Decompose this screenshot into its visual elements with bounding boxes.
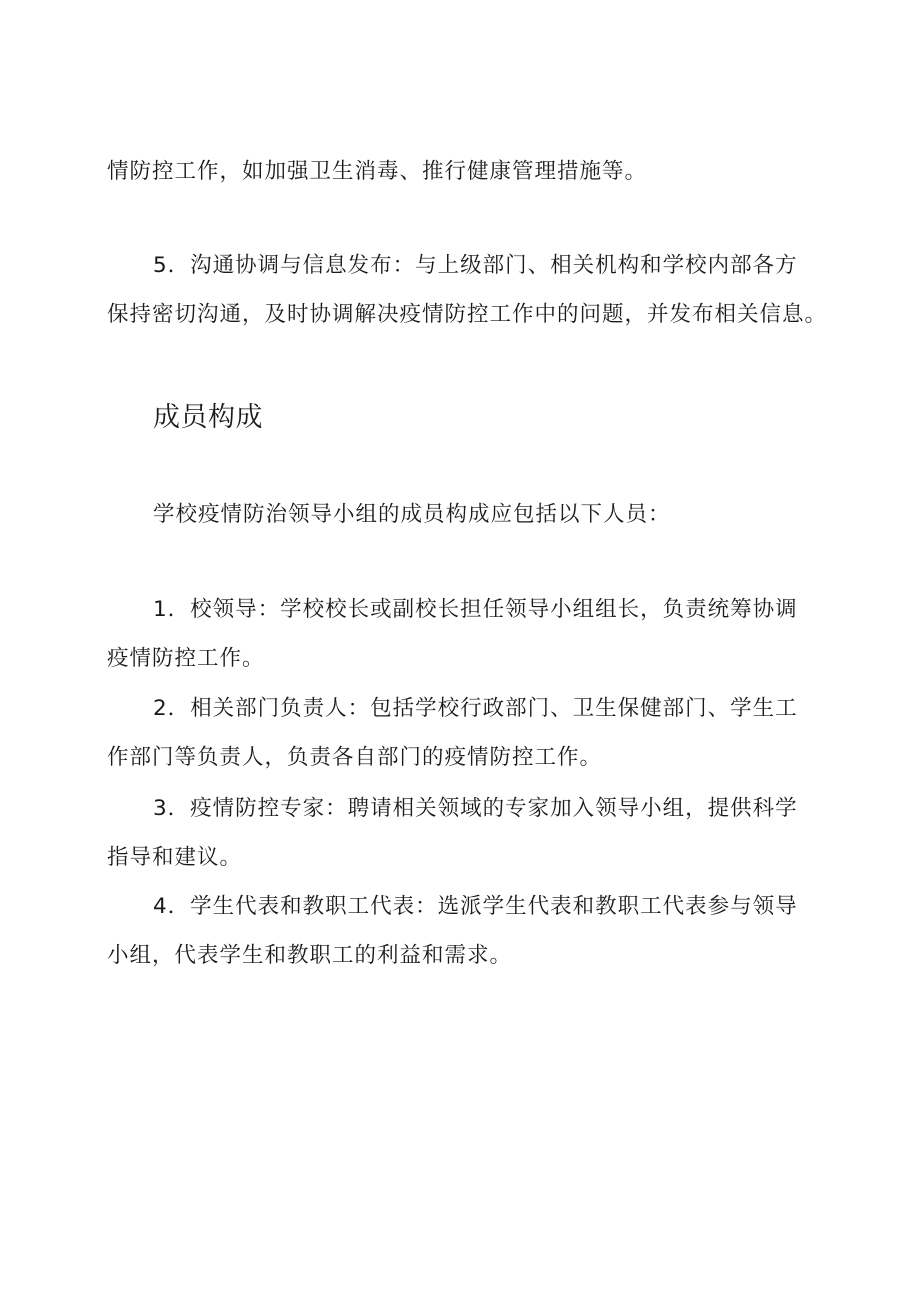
text-line: 指导和建议。	[107, 845, 243, 870]
paragraph-member-2	[107, 684, 819, 782]
paragraph-member-4	[107, 882, 819, 980]
text-line: 5．沟通协调与信息发布：与上级部门、相关机构和学校内部各方	[153, 253, 798, 278]
paragraph-member-1	[107, 585, 819, 683]
paragraph-member-3	[107, 784, 819, 882]
paragraph-item-5	[107, 241, 828, 339]
text-line: 2．相关部门负责人：包括学校行政部门、卫生保健部门、学生工	[153, 696, 798, 721]
text-line: 小组，代表学生和教职工的利益和需求。	[107, 943, 513, 968]
text-line: 保持密切沟通，及时协调解决疫情防控工作中的问题，并发布相关信息。	[107, 302, 828, 327]
text-line: 疫情防控工作。	[107, 646, 265, 671]
paragraph-continuation	[107, 147, 819, 196]
text-line: 1．校领导：学校校长或副校长担任领导小组组长，负责统筹协调	[153, 597, 798, 622]
paragraph-intro	[107, 490, 819, 539]
text-line: 4．学生代表和教职工代表：选派学生代表和教职工代表参与领导	[153, 894, 798, 919]
text-line: 3．疫情防控专家：聘请相关领域的专家加入领导小组，提供科学	[153, 796, 798, 821]
text-line: 学校疫情防治领导小组的成员构成应包括以下人员：	[153, 502, 671, 527]
text-line: 情防控工作，如加强卫生消毒、推行健康管理措施等。	[107, 159, 648, 184]
section-heading: 成员构成	[153, 402, 263, 433]
text-line: 作部门等负责人，负责各自部门的疫情防控工作。	[107, 745, 603, 770]
